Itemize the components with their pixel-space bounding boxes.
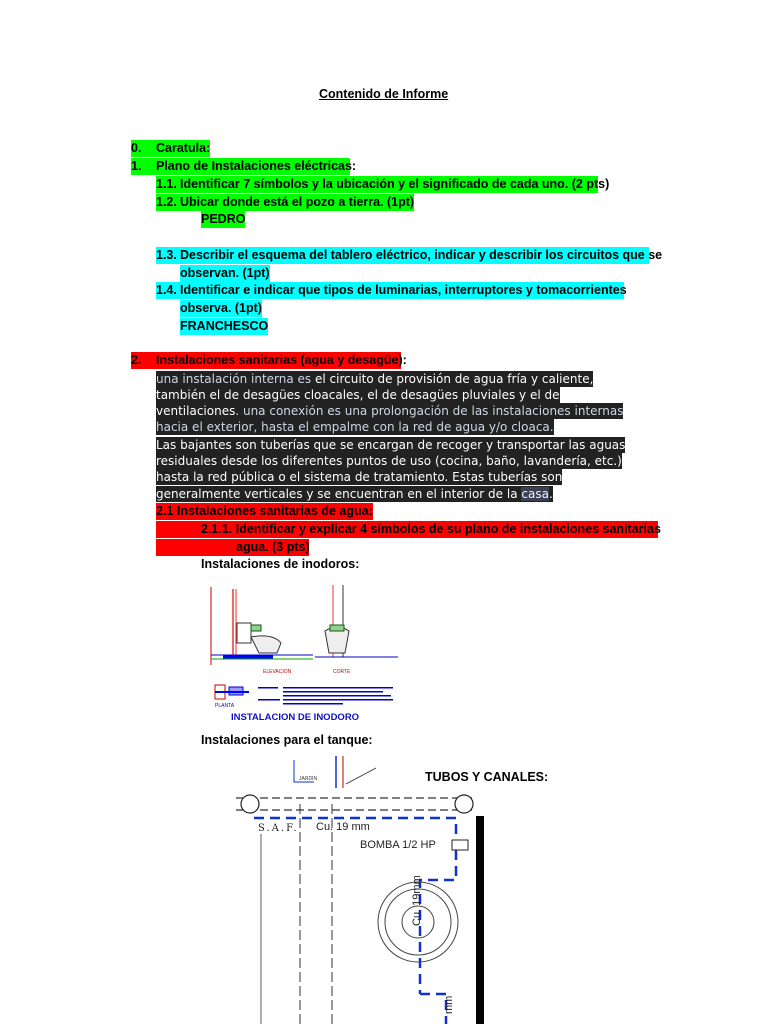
tanque-svg xyxy=(206,754,500,1024)
paragraph-line-1 xyxy=(156,371,593,387)
list-item-1 xyxy=(131,158,357,175)
item-text: Identificar 7 símbolos y la ubicación y el significado de cada uno. (2 pts) xyxy=(180,177,610,191)
text-run: ventilaciones xyxy=(156,404,236,418)
bomba-label: BOMBA 1/2 HP xyxy=(360,839,436,851)
mm-vertical-label: mm xyxy=(443,995,455,1014)
text-run: . una conexión es una prolongación de las instalaciones internas xyxy=(235,404,624,418)
item-number: 1. xyxy=(131,159,142,173)
jardin-label: JARDIN xyxy=(299,776,318,782)
item-number: 0. xyxy=(131,141,142,155)
item-number: 1.2. xyxy=(156,195,177,209)
list-item-2-1-1: 2.1.1. Identificar y explicar 4 símbolos de su plano de instalaciones sanitarias xyxy=(156,521,658,538)
saf-label: S.A.F. xyxy=(258,823,299,834)
planta-label: PLANTA xyxy=(215,703,235,709)
tanque-label: Instalaciones para el tanque: xyxy=(201,733,373,747)
section-2-1: 2.1 Instalaciones sanitarias de agua: xyxy=(156,504,373,518)
inodoro-drawing xyxy=(203,577,403,727)
corte-label: CORTE xyxy=(333,669,351,675)
cu19-vertical-label: Cu. 19mm xyxy=(411,875,423,926)
item-text: Caratula: xyxy=(156,141,211,155)
inodoro-svg xyxy=(203,577,403,727)
item-text: Identificar e indicar que tipos de luminarias, interruptores y tomacorrientes xyxy=(180,283,627,297)
text-run: casa xyxy=(521,487,549,501)
item-text: Plano de Instalaciones eléctricas: xyxy=(156,159,357,173)
item-text: Instalaciones sanitarias (agua y desagüe): xyxy=(156,353,407,367)
list-item-1-4 xyxy=(156,282,627,299)
item-number: 2. xyxy=(131,353,142,367)
text-run: el circuito de provisión de agua fría y caliente, xyxy=(314,372,594,386)
list-item-2 xyxy=(131,352,407,369)
paragraph-line-3 xyxy=(156,403,623,419)
list-item-1-4-cont: observa. (1pt) xyxy=(180,301,262,315)
paragraph-line-8 xyxy=(156,486,553,502)
list-item-1-3-cont: observan. (1pt) xyxy=(180,266,270,280)
paragraph-line-7: hasta la red pública o el sistema de tratamiento. Estas tuberías son xyxy=(156,470,563,484)
text-run: generalmente verticales y se encuentran en el interior de la xyxy=(156,487,522,501)
elevacion-label: ELEVACION xyxy=(263,669,292,675)
list-item-1-2 xyxy=(156,194,414,211)
list-item-1-1 xyxy=(156,176,610,193)
item-text: Describir el esquema del tablero eléctrico, indicar y describir los circuitos que se xyxy=(180,248,663,262)
tubos-label: TUBOS Y CANALES: xyxy=(425,770,549,784)
page-title: Contenido de Informe xyxy=(319,87,449,101)
text-run: una instalación interna es xyxy=(156,372,315,386)
paragraph-line-2: también el de desagües cloacales, el de desagües pluviales y el de xyxy=(156,388,560,402)
text-run: hacia el exterior, hasta el empalme con la red de agua y/o cloaca. xyxy=(156,420,554,434)
item-text: Ubicar donde está el pozo a tierra. (1pt) xyxy=(180,195,415,209)
inodoro-caption: INSTALACION DE INODORO xyxy=(231,712,360,723)
list-item-1-3 xyxy=(156,247,663,264)
paragraph-line-6: residuales desde los diferentes puntos de uso (cocina, baño, lavandería, etc.) xyxy=(156,454,622,468)
cu19-label: Cu. 19 mm xyxy=(316,821,370,833)
item-number: 1.4. xyxy=(156,283,177,297)
inodoros-label: Instalaciones de inodoros: xyxy=(201,557,360,571)
assignee-franchesco: FRANCHESCO xyxy=(180,319,269,333)
assignee-pedro: PEDRO xyxy=(201,212,246,226)
paragraph-line-4 xyxy=(156,419,554,435)
text-run: . xyxy=(548,487,553,501)
item-number: 1.3. xyxy=(156,248,177,262)
paragraph-line-5: Las bajantes son tuberías que se encargan de recoger y transportar las aguas xyxy=(156,438,626,452)
item-number: 1.1. xyxy=(156,177,177,191)
list-item-2-1-1-cont: agua. (3 pts) xyxy=(156,539,309,556)
list-item-0 xyxy=(131,140,210,157)
tanque-drawing xyxy=(206,754,500,1024)
